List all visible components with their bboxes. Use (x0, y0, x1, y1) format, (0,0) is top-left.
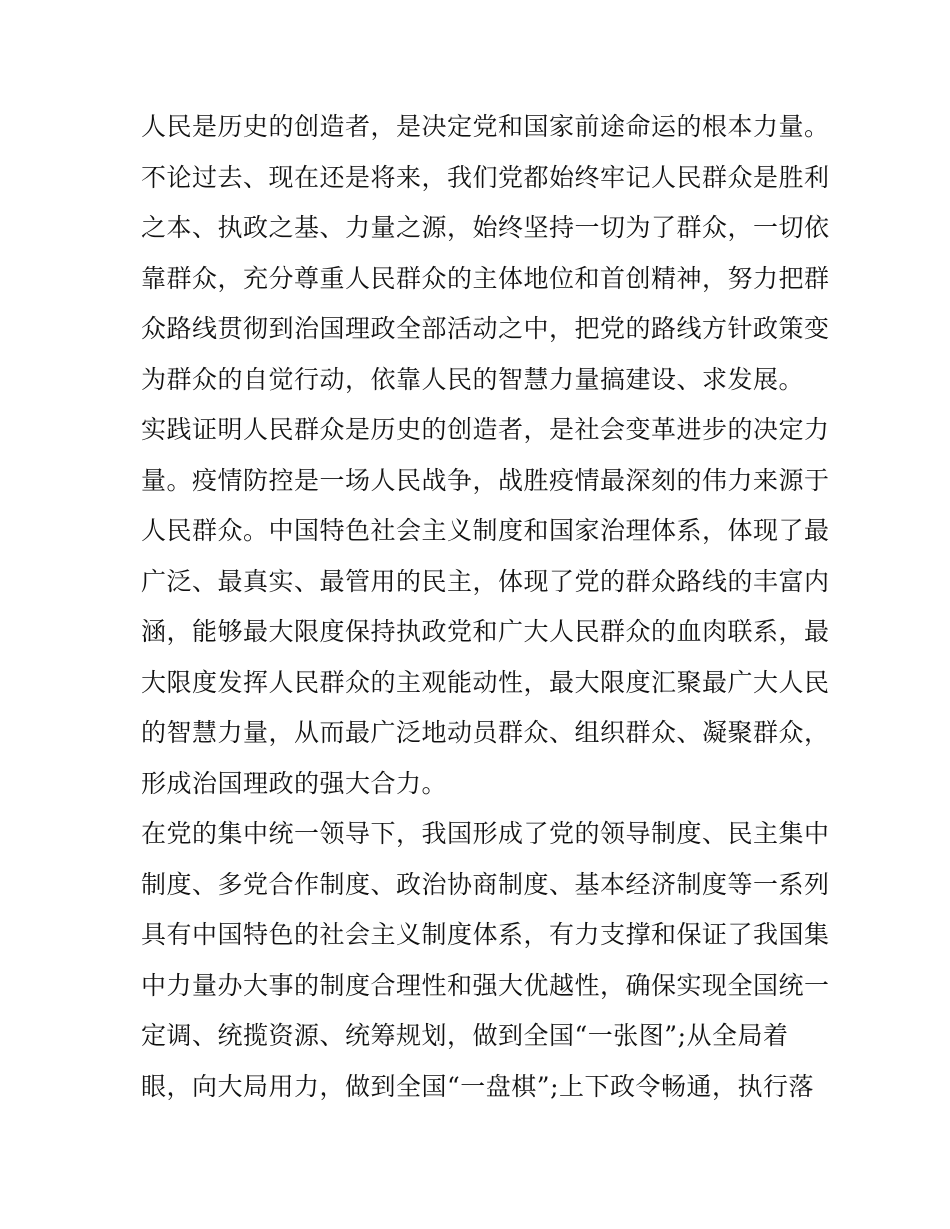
text-line: 量。疫情防控是一场人民战争，战胜疫情最深刻的伟力来源于 (141, 465, 830, 495)
text-line: 靠群众，充分尊重人民群众的主体地位和首创精神，努力把群 (141, 263, 830, 293)
text-line: 大限度发挥人民群众的主观能动性，最大限度汇聚最广大人民 (141, 667, 830, 697)
text-line: 不论过去、现在还是将来，我们党都始终牢记人民群众是胜利 (141, 162, 830, 192)
text-line: 眼，向大局用力，做到全国“一盘棋”;上下政令畅通，执行落 (141, 1071, 814, 1101)
text-line: 的智慧力量，从而最广泛地动员群众、组织群众、凝聚群众， (141, 718, 830, 747)
text-line: 具有中国特色的社会主义制度体系，有力支撑和保证了我国集 (141, 920, 830, 949)
text-line: 在党的集中统一领导下，我国形成了党的领导制度、民主集中 (141, 819, 830, 848)
body-text (141, 102, 830, 1112)
text-line: 人民群众。中国特色社会主义制度和国家治理体系，体现了最 (141, 516, 830, 545)
text-line: 广泛、最真实、最管用的民主，体现了党的群众路线的丰富内 (141, 566, 830, 596)
text-line: 众路线贯彻到治国理政全部活动之中，把党的路线方针政策变 (141, 314, 830, 343)
text-line: 涵，能够最大限度保持执政党和广大人民群众的血肉联系，最 (141, 617, 830, 646)
text-line: 之本、执政之基、力量之源，始终坚持一切为了群众，一切依 (141, 213, 830, 242)
text-line: 中力量办大事的制度合理性和强大优越性，确保实现全国统一 (141, 970, 830, 1000)
text-line: 定调、统揽资源、统筹规划，做到全国“一张图”;从全局着 (141, 1021, 789, 1050)
text-line: 为群众的自觉行动，依靠人民的智慧力量搞建设、求发展。 (141, 364, 805, 394)
text-line: 人民是历史的创造者，是决定党和国家前途命运的根本力量。 (141, 112, 830, 141)
text-line: 实践证明人民群众是历史的创造者，是社会变革进步的决定力 (141, 415, 830, 444)
text-line: 形成治国理政的强大合力。 (141, 768, 448, 798)
text-line: 制度、多党合作制度、政治协商制度、基本经济制度等一系列 (141, 869, 830, 899)
